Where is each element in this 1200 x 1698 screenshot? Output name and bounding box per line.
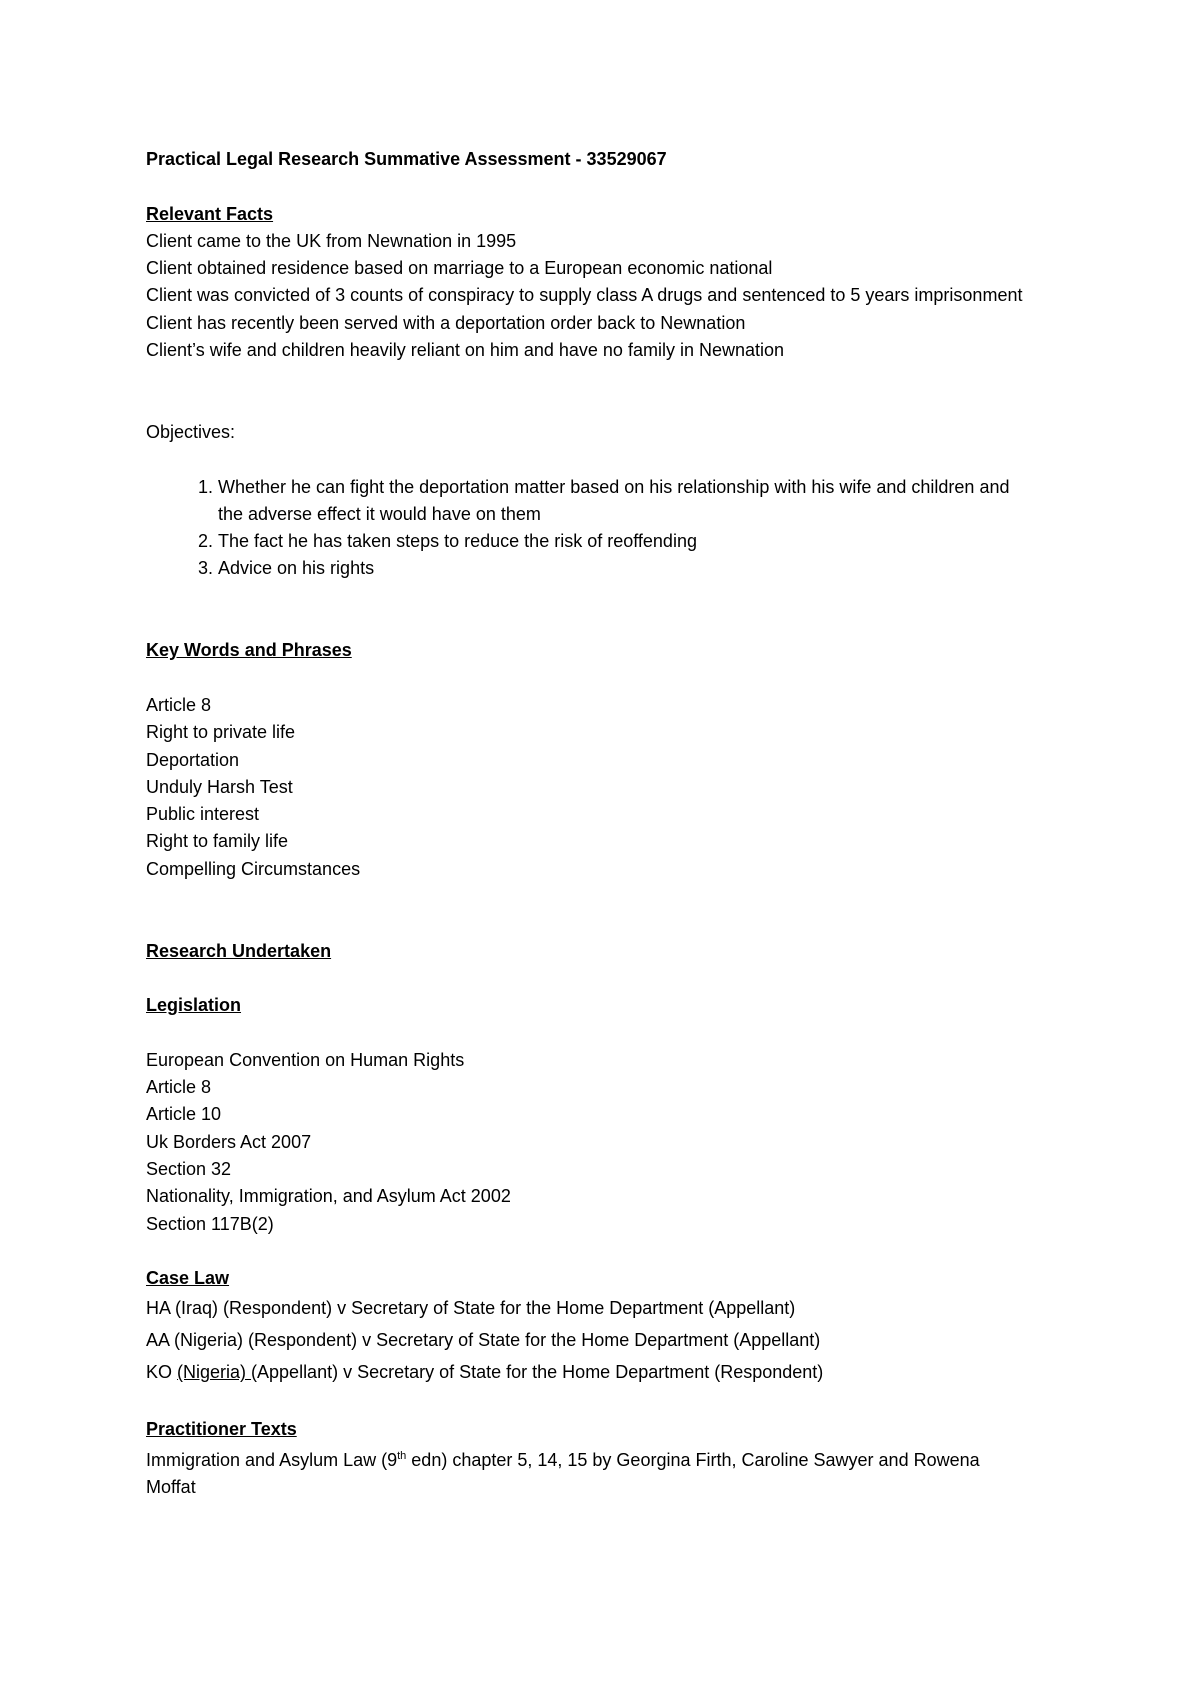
legislation-item: Uk Borders Act 2007 [146, 1131, 312, 1152]
document-page [146, 146, 1046, 1502]
key-word-item: Compelling Circumstances [146, 858, 361, 879]
fact-line: Client came to the UK from Newnation in 1995 [146, 230, 517, 251]
pt-sup: th [397, 1450, 407, 1463]
practitioner-text-item [146, 1447, 1026, 1502]
pt-post: edn) chapter 5, 14, 15 by Georgina Firth, Caroline Sawyer and Rowena Moffat [146, 1450, 980, 1498]
case-ko-suffix: (Appellant) v Secretary of State for the Home Department (Respondent) [251, 1362, 824, 1383]
key-word-item: Public interest [146, 804, 260, 825]
legislation-item: Nationality, Immigration, and Asylum Act 2002 [146, 1186, 511, 1207]
legislation-item: European Convention on Human Rights [146, 1049, 465, 1070]
key-words-heading: Key Words and Phrases [146, 640, 352, 661]
objective-item: 2. The fact he has taken steps to reduce the risk of reoffending [218, 528, 1046, 555]
key-word-item: Right to family life [146, 831, 289, 852]
legislation-item: Section 32 [146, 1158, 232, 1179]
document-title: Practical Legal Research Summative Assessment - 33529067 [146, 149, 667, 169]
legislation-item: Article 8 [146, 1077, 212, 1098]
case-item-ko [146, 1356, 1046, 1388]
case-ko-prefix: KO [146, 1362, 178, 1383]
case-ko-nigeria: (Nigeria) [177, 1362, 252, 1383]
practitioner-texts-heading: Practitioner Texts [146, 1418, 297, 1439]
objectives-list [146, 474, 1046, 583]
legislation-item: Section 117B(2) [146, 1213, 274, 1234]
case-item: AA (Nigeria) (Respondent) v Secretary of State for the Home Department (Appellant) [146, 1330, 821, 1351]
fact-line: Client was convicted of 3 counts of conspiracy to supply class A drugs and sentenced to 5 years imprisonment [146, 285, 1023, 306]
key-word-item: Article 8 [146, 694, 212, 715]
pt-pre: Immigration and Asylum Law (9 [146, 1450, 398, 1471]
fact-line: Client’s wife and children heavily reliant on him and have no family in Newnation [146, 340, 785, 361]
research-heading: Research Undertaken [146, 940, 332, 961]
legislation-item: Article 10 [146, 1104, 222, 1125]
key-word-item: Unduly Harsh Test [146, 776, 293, 797]
objectives-heading: Objectives: [146, 421, 236, 442]
objective-item: 3. Advice on his rights [218, 555, 1046, 582]
key-word-item: Deportation [146, 749, 240, 770]
case-item: HA (Iraq) (Respondent) v Secretary of State for the Home Department (Appellant) [146, 1298, 796, 1319]
fact-line: Client has recently been served with a deportation order back to Newnation [146, 312, 746, 333]
fact-line: Client obtained residence based on marriage to a European economic national [146, 258, 773, 279]
case-law-heading: Case Law [146, 1268, 230, 1289]
legislation-heading: Legislation [146, 995, 242, 1016]
key-word-item: Right to private life [146, 722, 296, 743]
relevant-facts-heading: Relevant Facts [146, 203, 274, 224]
objective-item: 1. Whether he can fight the deportation matter based on his relationship with his wife and children and the adverse effect it would have on them [218, 474, 1028, 529]
